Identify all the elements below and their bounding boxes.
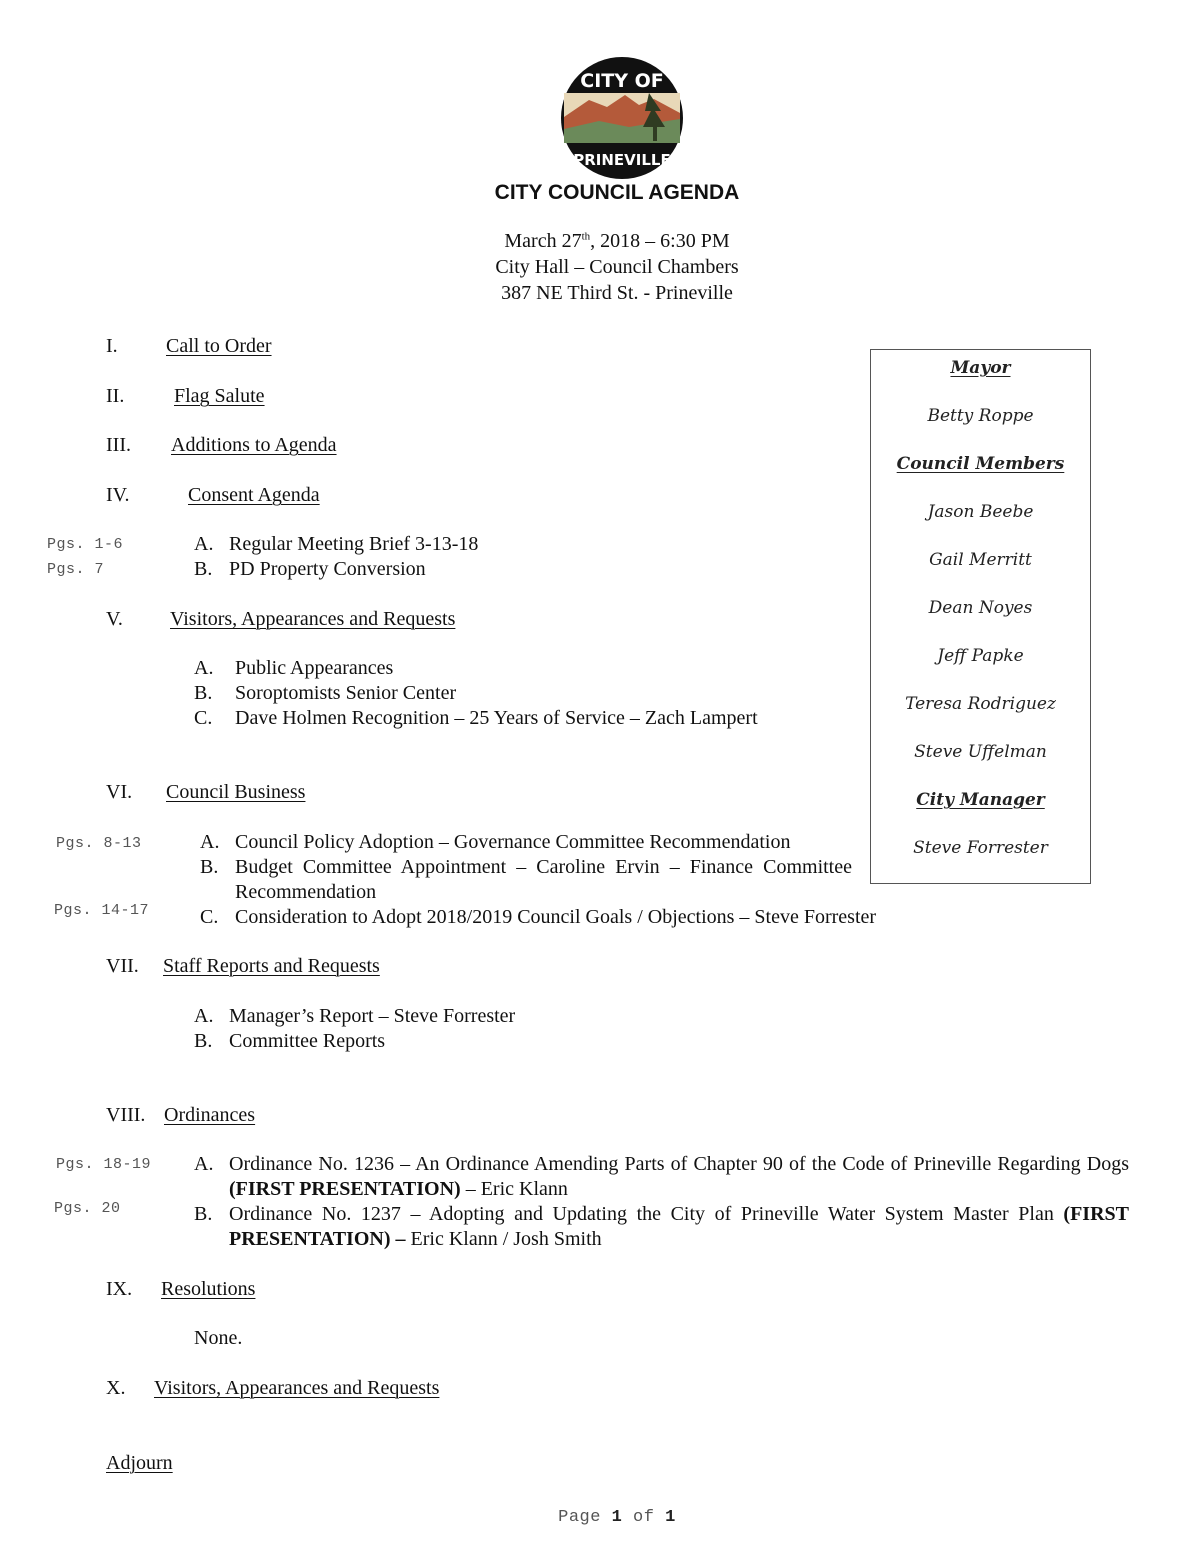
logo-text-bottom: PRINEVILLE <box>573 151 671 169</box>
section-title-consent-agenda: Consent Agenda <box>188 484 320 506</box>
council-members-box <box>870 349 1091 884</box>
section-title-ordinances: Ordinances <box>164 1104 256 1126</box>
item-letter: A. <box>194 1153 214 1175</box>
section-title-call-to-order: Call to Order <box>166 335 272 357</box>
city-manager-heading: City Manager <box>916 790 1045 810</box>
item-regular-meeting-brief: Regular Meeting Brief 3-13-18 <box>229 533 479 555</box>
ordinance-text: Ordinance No. 1236 – An Ordinance Amending Parts of Chapter 90 of the Code of Prineville Regarding Dogs <box>229 1153 1129 1175</box>
date-time: , 2018 – 6:30 PM <box>590 230 730 252</box>
item-letter: B. <box>200 856 219 878</box>
item-public-appearances: Public Appearances <box>235 657 394 679</box>
page-footer <box>0 1508 1200 1527</box>
city-manager-name: Steve Forrester <box>913 838 1048 858</box>
logo-text-top: CITY OF <box>580 70 664 92</box>
section-title-flag-salute: Flag Salute <box>174 385 265 407</box>
council-member: Dean Noyes <box>928 598 1033 618</box>
page-title: CITY COUNCIL AGENDA <box>494 181 740 204</box>
resolutions-none: None. <box>194 1327 243 1349</box>
section-title-resolutions: Resolutions <box>161 1278 256 1300</box>
item-pd-property-conversion: PD Property Conversion <box>229 558 426 580</box>
page-ref: Pgs. 8-13 <box>56 835 142 852</box>
mayor-name: Betty Roppe <box>927 406 1034 426</box>
item-letter: C. <box>200 906 219 928</box>
section-number: IV. <box>106 484 130 506</box>
section-title-visitors: Visitors, Appearances and Requests <box>170 608 456 630</box>
section-number: IX. <box>106 1278 133 1300</box>
item-ordinance-1236 <box>229 1152 1129 1202</box>
item-letter: A. <box>200 831 220 853</box>
ordinance-bold: (FIRST PRESENTATION) <box>229 1178 461 1200</box>
footer-page-total: 1 <box>665 1508 676 1527</box>
item-letter: A. <box>194 533 214 555</box>
footer-of-word: of <box>633 1508 655 1527</box>
item-letter: B. <box>194 558 213 580</box>
item-letter: A. <box>194 1005 214 1027</box>
council-member: Jason Beebe <box>927 502 1034 522</box>
council-member: Gail Merritt <box>929 550 1032 570</box>
page-ref: Pgs. 1-6 <box>47 536 124 553</box>
ordinance-presenter: Eric Klann / Josh Smith <box>405 1228 602 1250</box>
item-managers-report: Manager’s Report – Steve Forrester <box>229 1005 516 1027</box>
footer-page-num: 1 <box>611 1508 623 1527</box>
item-letter: B. <box>194 682 213 704</box>
item-committee-reports: Committee Reports <box>229 1030 386 1052</box>
council-member: Jeff Papke <box>937 646 1024 666</box>
item-dave-holmen-recognition: Dave Holmen Recognition – 25 Years of Service – Zach Lampert <box>235 707 758 729</box>
section-title-staff-reports: Staff Reports and Requests <box>163 955 380 977</box>
section-title-council-business: Council Business <box>166 781 306 803</box>
date-suffix-sup: th <box>581 230 591 243</box>
ordinance-bold: (FIRST PRESENTATION) – <box>229 1203 1129 1250</box>
item-council-goals: Consideration to Adopt 2018/2019 Council Goals / Objections – Steve Forrester <box>235 906 877 928</box>
section-number: VII. <box>106 955 139 977</box>
council-members-heading: Council Members <box>896 454 1065 474</box>
council-member: Teresa Rodriguez <box>905 694 1056 714</box>
item-letter: C. <box>194 707 213 729</box>
item-budget-committee-appointment: Budget Committee Appointment – Caroline Ervin – Finance Committee Recommendation <box>235 856 852 903</box>
item-letter: A. <box>194 657 214 679</box>
ordinance-text: Ordinance No. 1237 – Adopting and Updating the City of Prineville Water System Master Plan <box>229 1203 1064 1225</box>
footer-page-word: Page <box>558 1508 601 1527</box>
section-number: II. <box>106 385 125 407</box>
item-soroptomists: Soroptomists Senior Center <box>235 682 457 704</box>
section-number: X. <box>106 1377 126 1399</box>
item-letter: B. <box>194 1030 213 1052</box>
city-of-prineville-logo <box>559 55 685 181</box>
meeting-date <box>0 229 1200 254</box>
page-ref: Pgs. 20 <box>54 1200 121 1217</box>
page-ref: Pgs. 14-17 <box>54 902 150 919</box>
meeting-location: City Hall – Council Chambers <box>495 256 739 278</box>
section-number: V. <box>106 608 123 630</box>
meeting-address: 387 NE Third St. - Prineville <box>501 282 733 304</box>
section-number: III. <box>106 434 131 456</box>
section-title-additions: Additions to Agenda <box>171 434 337 456</box>
adjourn: Adjourn <box>106 1452 173 1474</box>
item-ordinance-1237 <box>229 1202 1129 1252</box>
council-member: Steve Uffelman <box>914 742 1047 762</box>
ordinance-presenter: – Eric Klann <box>460 1178 568 1200</box>
page-ref: Pgs. 7 <box>47 561 105 578</box>
section-number: VI. <box>106 781 133 803</box>
item-letter: B. <box>194 1203 213 1225</box>
page-ref: Pgs. 18-19 <box>56 1156 152 1173</box>
date-prefix: March 27 <box>504 230 582 252</box>
section-title-visitors-2: Visitors, Appearances and Requests <box>154 1377 440 1399</box>
section-number: VIII. <box>106 1104 146 1126</box>
section-number: I. <box>106 335 118 357</box>
item-council-policy-adoption: Council Policy Adoption – Governance Committee Recommendation <box>235 831 791 853</box>
mayor-heading: Mayor <box>950 358 1011 378</box>
